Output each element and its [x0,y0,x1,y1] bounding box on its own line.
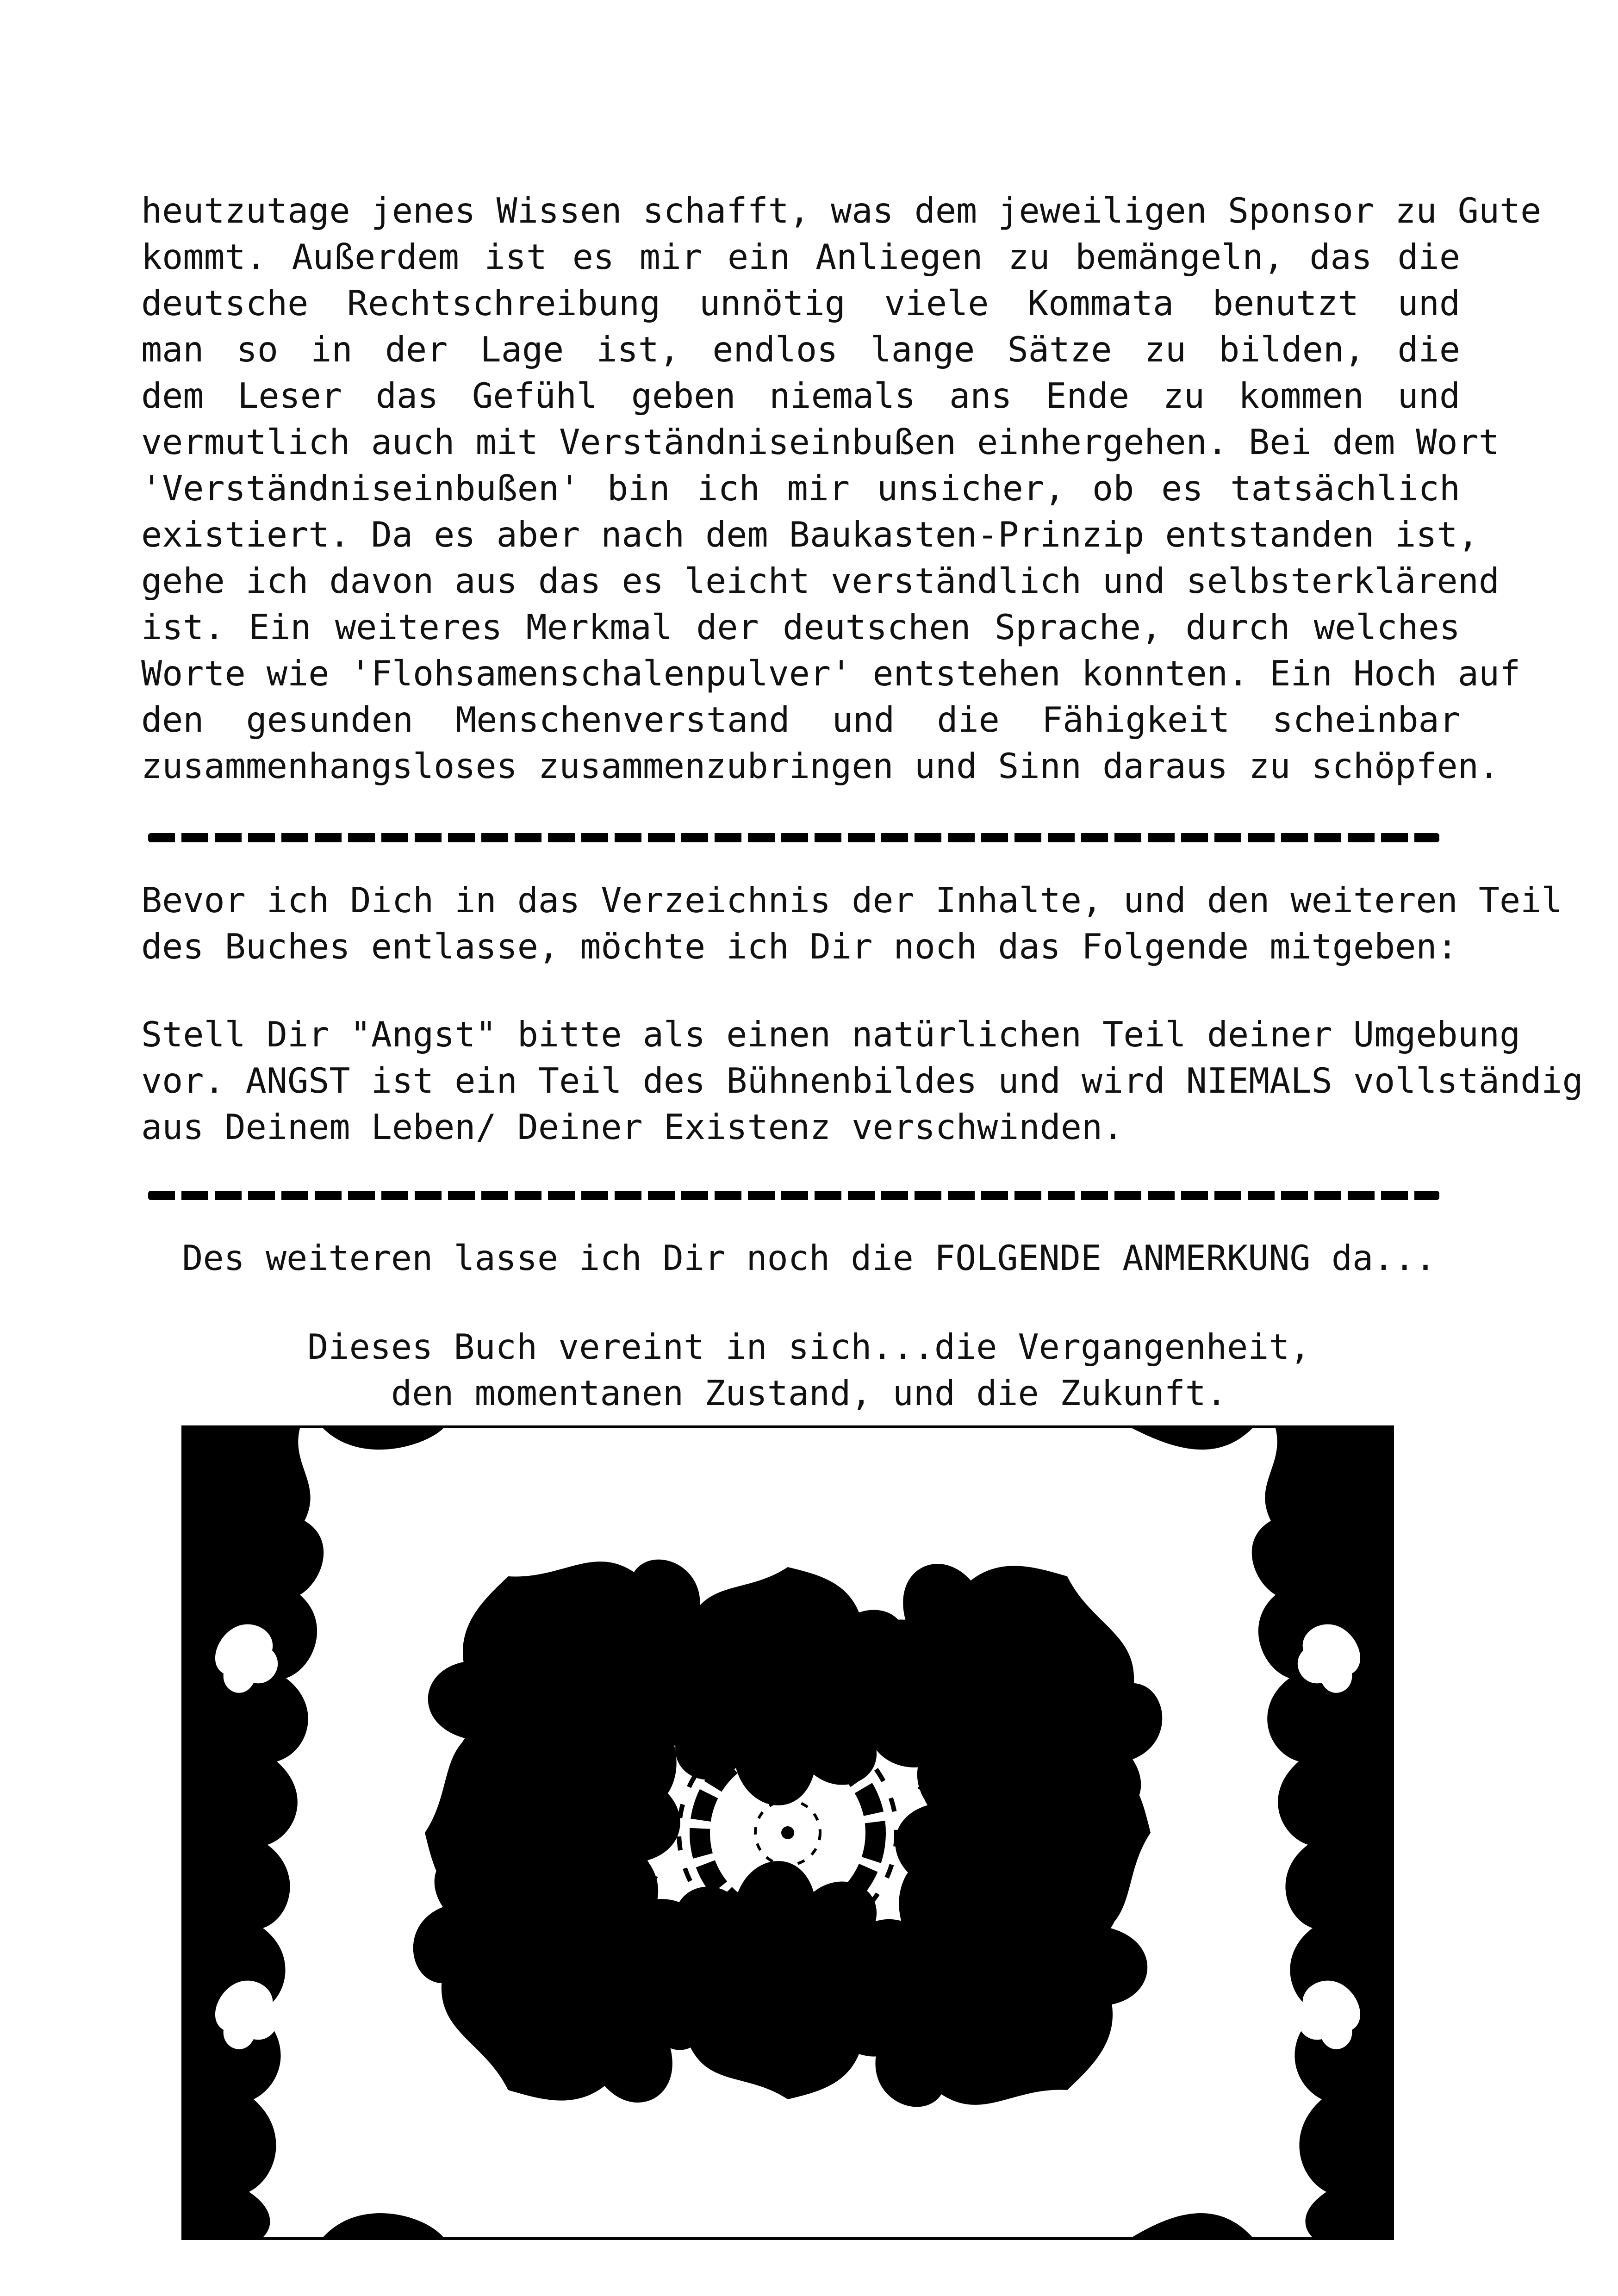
text-line: heutzutage jenes Wissen schafft, was dem jeweiligen Sponsor zu Gute [141,190,1542,231]
text-line: deutsche Rechtschreibung unnötig viele Kommata benutzt und [141,283,1460,324]
text-line: kommt. Außerdem ist es mir ein Anliegen zu bemängeln, das die [141,236,1460,277]
text-line: den gesunden Menschenverstand und die Fähigkeit scheinbar [141,699,1460,740]
paragraph-angst [141,1011,1583,1150]
dashed-divider [148,1191,1439,1200]
text-line: Bevor ich Dich in das Verzeichnis der Inhalte, und den weiteren Teil [141,880,1562,921]
text-line: existiert. Da es aber nach dem Baukasten-Prinzip entstanden ist, [141,514,1479,555]
text-line: vor. ANGST ist ein Teil des Bühnenbildes und wird NIEMALS vollständig [141,1060,1583,1101]
text-line: ist. Ein weiteres Merkmal der deutschen Sprache, durch welches [141,607,1460,647]
text-line: Stell Dir "Angst" bitte als einen natürlichen Teil deiner Umgebung [141,1014,1521,1055]
paragraph-farewell [141,877,1562,970]
text-line: gehe ich davon aus das es leicht verständlich und selbsterklärend [141,560,1500,601]
text-line: zusammenhangsloses zusammenzubringen und Sinn daraus zu schöpfen. [141,746,1500,786]
dashed-divider [148,833,1439,842]
text-line: 'Verständniseinbußen' bin ich mir unsicher, ob es tatsächlich [141,468,1460,509]
text-line: aus Deinem Leben/ Deiner Existenz verschwinden. [141,1107,1124,1147]
text-line: Worte wie 'Flohsamenschalenpulver' entstehen konnten. Ein Hoch auf [141,653,1521,694]
book-line: den momentanen Zustand, und die Zukunft. [391,1373,1227,1413]
text-line: man so in der Lage ist, endlos lange Sätze zu bilden, die [141,329,1460,370]
right-dark-mass [1252,1428,1391,2237]
left-dark-mass [184,1428,324,2237]
book-line: Dieses Buch vereint in sich...die Vergangenheit, [307,1326,1311,1367]
text-line: vermutlich auch mit Verständniseinbußen einhergehen. Bei dem Wort [141,422,1500,462]
kaleidoscope-image [181,1425,1394,2240]
paragraph-sponsor-and-spelling [141,187,1542,789]
text-line: dem Leser das Gefühl geben niemals ans Ende zu kommen und [141,375,1460,416]
note-line: Des weiteren lasse ich Dir noch die FOLGENDE ANMERKUNG da... [182,1238,1436,1278]
text-line: des Buches entlasse, möchte ich Dir noch das Folgende mitgeben: [141,926,1458,967]
